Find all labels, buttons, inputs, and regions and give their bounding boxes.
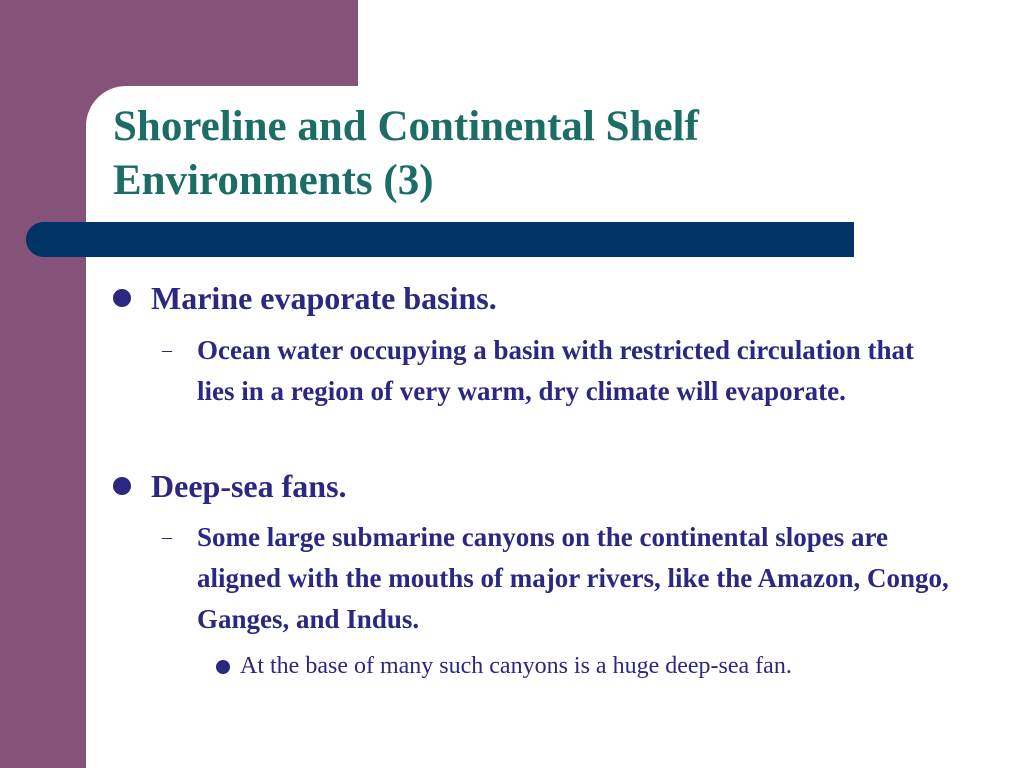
bullet-dot-icon [216,660,230,674]
title-line-2: Environments (3) [113,157,434,204]
sub-bullet-text: Some large submarine canyons on the continental slopes are aligned with the mouths of major rivers, like the Amazon, Congo, Ganges, and Indus. [197,522,949,634]
title-divider-bar [26,222,854,257]
bullet-text: Deep-sea fans. [151,468,347,504]
dash-icon: – [162,526,172,548]
title-line-1: Shoreline and Continental Shelf [113,103,699,150]
bullet-dot-icon [113,289,131,307]
dash-icon: – [162,339,172,361]
sub-bullet-text: Ocean water occupying a basin with restricted circulation that lies in a region of very warm, dry climate will evaporate. [197,335,914,406]
bullet-text: Marine evaporate basins. [151,280,497,316]
bullet-dot-icon [113,477,131,495]
slide-title [113,100,973,208]
sub-sub-bullet-text: At the base of many such canyons is a huge deep-sea fan. [240,653,792,679]
